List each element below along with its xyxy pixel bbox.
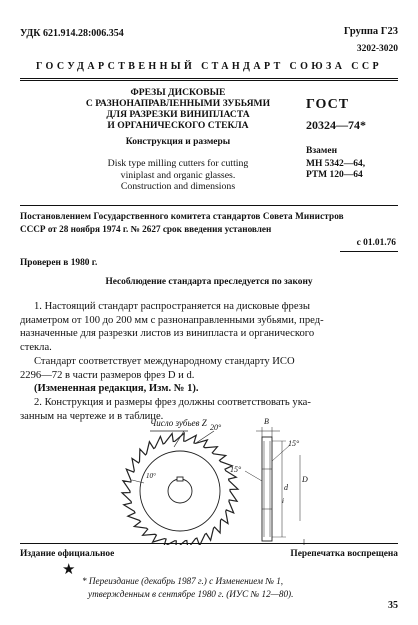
- paragraph-2: [20, 355, 400, 382]
- replaced-standards: [306, 159, 365, 181]
- date-underline: [340, 251, 398, 252]
- outer-diameter-label: D: [302, 475, 308, 484]
- mark-i-label: i: [282, 497, 284, 505]
- checked-year: Проверен в 1980 г.: [20, 258, 98, 268]
- disk-front-view: [122, 433, 238, 545]
- effective-date: с 01.01.76: [356, 238, 396, 248]
- title-subtitle: Конструкция и размеры: [125, 137, 231, 147]
- header-rule-2: [20, 80, 398, 81]
- angle-15-right-label: 15°: [288, 439, 300, 448]
- text-line: 1. Настоящий стандарт распространяется на дисковые фрезы: [34, 301, 310, 312]
- title-line: ФРЕЗЫ ДИСКОВЫЕ: [130, 87, 226, 98]
- page-number: 35: [388, 600, 398, 611]
- text-line: назначенные для разрезки листов из винипласта и органического: [20, 328, 315, 340]
- udk-code: УДК 621.914.28:006.354: [20, 28, 124, 39]
- footer-rule: [20, 543, 398, 544]
- reissue-note-2: утвержденным в сентябре 1980 г. (ИУС № 12—80).: [88, 589, 294, 599]
- replaces-label: Взамен: [306, 146, 338, 156]
- paragraph-3: [20, 396, 400, 423]
- gost-label: ГОСТ: [306, 97, 350, 112]
- english-title-line: Construction and dimensions: [120, 181, 236, 192]
- gost-number: 20324—74*: [306, 118, 366, 132]
- paragraph-1: [20, 300, 400, 354]
- title-line: И ОРГАНИЧЕСКОГО СТЕКЛА: [107, 120, 249, 131]
- decree-line-2: СССР от 28 ноября 1974 г. № 2627 срок введения установлен: [20, 224, 272, 234]
- replaced-standard: РТМ 120—64: [306, 170, 363, 180]
- width-b-label: B: [264, 417, 269, 426]
- english-title-line: viniplast and organic glasses.: [120, 169, 236, 181]
- drawing-svg: [0, 425, 418, 545]
- text-line: 2296—72 в части размеров фрез D и d.: [20, 369, 195, 381]
- angle-10-label: 10°: [146, 472, 156, 480]
- star-icon: ★: [62, 562, 76, 578]
- text-line: занным на чертеже и в таблице.: [20, 410, 164, 422]
- text-line: Стандарт соответствует международному стандарту ИСО: [34, 356, 295, 367]
- official-edition: Издание официальное: [20, 549, 115, 559]
- text-line: стекла.: [20, 341, 52, 353]
- cutter-drawing: [0, 417, 418, 545]
- header-rule: [20, 78, 398, 79]
- bore-d-label: d: [284, 483, 288, 492]
- state-standard-title: ГОСУДАРСТВЕННЫЙ СТАНДАРТ СОЮЗА ССР: [36, 61, 382, 72]
- title-block-rule: [20, 205, 398, 206]
- angle-15-left-label: 15°: [230, 465, 242, 474]
- amendment-note: (Измененная редакция, Изм. № 1).: [34, 383, 199, 394]
- classification-code: 3202-3020: [356, 44, 398, 54]
- title-line: С РАЗНОНАПРАВЛЕННЫМИ ЗУБЬЯМИ: [85, 98, 271, 109]
- reissue-note-1: * Переиздание (декабрь 1987 г.) с Изменением № 1,: [82, 576, 284, 586]
- replaced-standard: МН 5342—64,: [306, 159, 366, 169]
- angle-20-label: 20°: [210, 423, 222, 432]
- title-line: ДЛЯ РАЗРЕЗКИ ВИНИПЛАСТА: [106, 109, 250, 120]
- group-label: Группа Г23: [343, 26, 398, 37]
- teeth-label-leader: [174, 431, 184, 447]
- text-line: 2. Конструкция и размеры фрез должны соответствовать ука-: [34, 397, 311, 408]
- text-line: диаметром от 100 до 200 мм с разнонаправленными зубьями, пред-: [20, 314, 324, 326]
- legal-warning: Несоблюдение стандарта преследуется по закону: [105, 277, 313, 287]
- decree-line-1: Постановлением Государственного комитета стандартов Совета Министров: [20, 211, 344, 221]
- english-title: [60, 158, 296, 193]
- teeth-count-label: Число зубьев Z: [150, 418, 207, 428]
- standard-title: [60, 87, 296, 131]
- angle-10-line: [132, 480, 144, 483]
- reprint-prohibited: Перепечатка воспрещена: [290, 549, 398, 559]
- english-title-line: Disk type milling cutters for cutting: [107, 158, 249, 169]
